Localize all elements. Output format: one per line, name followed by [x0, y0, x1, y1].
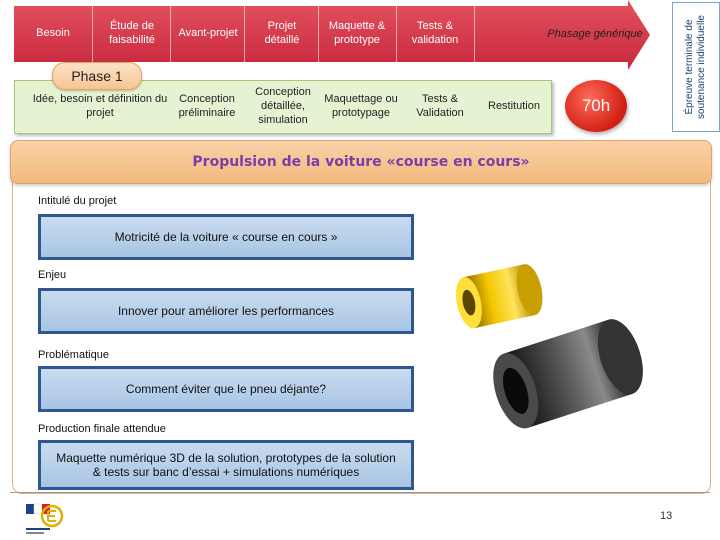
step-projet-detaille: Projet détaillé	[264, 20, 300, 46]
step-tests: Tests & validation	[411, 20, 459, 46]
page-number: 13	[660, 510, 673, 522]
wheel-illustration	[440, 250, 670, 435]
phase-cell-tests-validation: Tests & Validation	[416, 93, 464, 119]
phase-cell-maquettage: Maquettage ou prototypage	[324, 93, 398, 119]
side-panel	[672, 2, 720, 132]
banner-separator	[318, 4, 319, 62]
intitule-label: Intitulé du projet	[38, 195, 117, 207]
title-bar	[10, 140, 712, 184]
phase-cell-restitution: Restitution	[488, 100, 540, 113]
phase-cell-conception-detaillee: Conception détaillée, simulation	[255, 86, 311, 126]
phase-cell-idee: Idée, besoin et définition du projet	[32, 93, 168, 119]
project-title: Propulsion de la voiture «course en cours»	[192, 154, 530, 170]
phasage-label: Phasage générique	[547, 28, 643, 40]
banner-separator	[396, 4, 397, 62]
production-box	[38, 440, 414, 490]
enjeu-label: Enjeu	[38, 269, 67, 281]
step-avant-projet: Avant-projet	[178, 27, 238, 40]
banner-separator	[92, 4, 93, 62]
phase-cell-conception-preliminaire: Conception préliminaire	[178, 93, 236, 119]
step-faisabilite: Étude de faisabilité	[109, 20, 155, 46]
problematique-label: Problématique	[38, 349, 109, 361]
enjeu-box	[38, 288, 414, 334]
production-value: Maquette numérique 3D de la solution, prototypes de la solution & tests sur banc d’essai + simulations numériques	[56, 451, 396, 479]
problematique-box	[38, 366, 414, 412]
footer-divider	[10, 492, 710, 493]
problematique-value: Comment éviter que le pneu déjante?	[125, 382, 327, 396]
production-label: Production finale attendue	[38, 423, 166, 435]
intitule-box	[38, 214, 414, 260]
hours-badge: 70h	[565, 80, 627, 132]
banner-separator	[474, 4, 475, 62]
banner-separator	[170, 4, 171, 62]
ministry-logo-icon	[24, 500, 64, 538]
phase-label: Phase 1	[52, 62, 142, 90]
banner-separator	[244, 4, 245, 62]
enjeu-value: Innover pour améliorer les performances	[117, 304, 335, 318]
step-maquette: Maquette & prototype	[328, 20, 386, 46]
intitule-value: Motricité de la voiture « course en cours »	[114, 230, 338, 244]
side-label: Épreuve terminale de soutenance individuelle	[684, 15, 707, 119]
step-besoin: Besoin	[36, 27, 70, 40]
